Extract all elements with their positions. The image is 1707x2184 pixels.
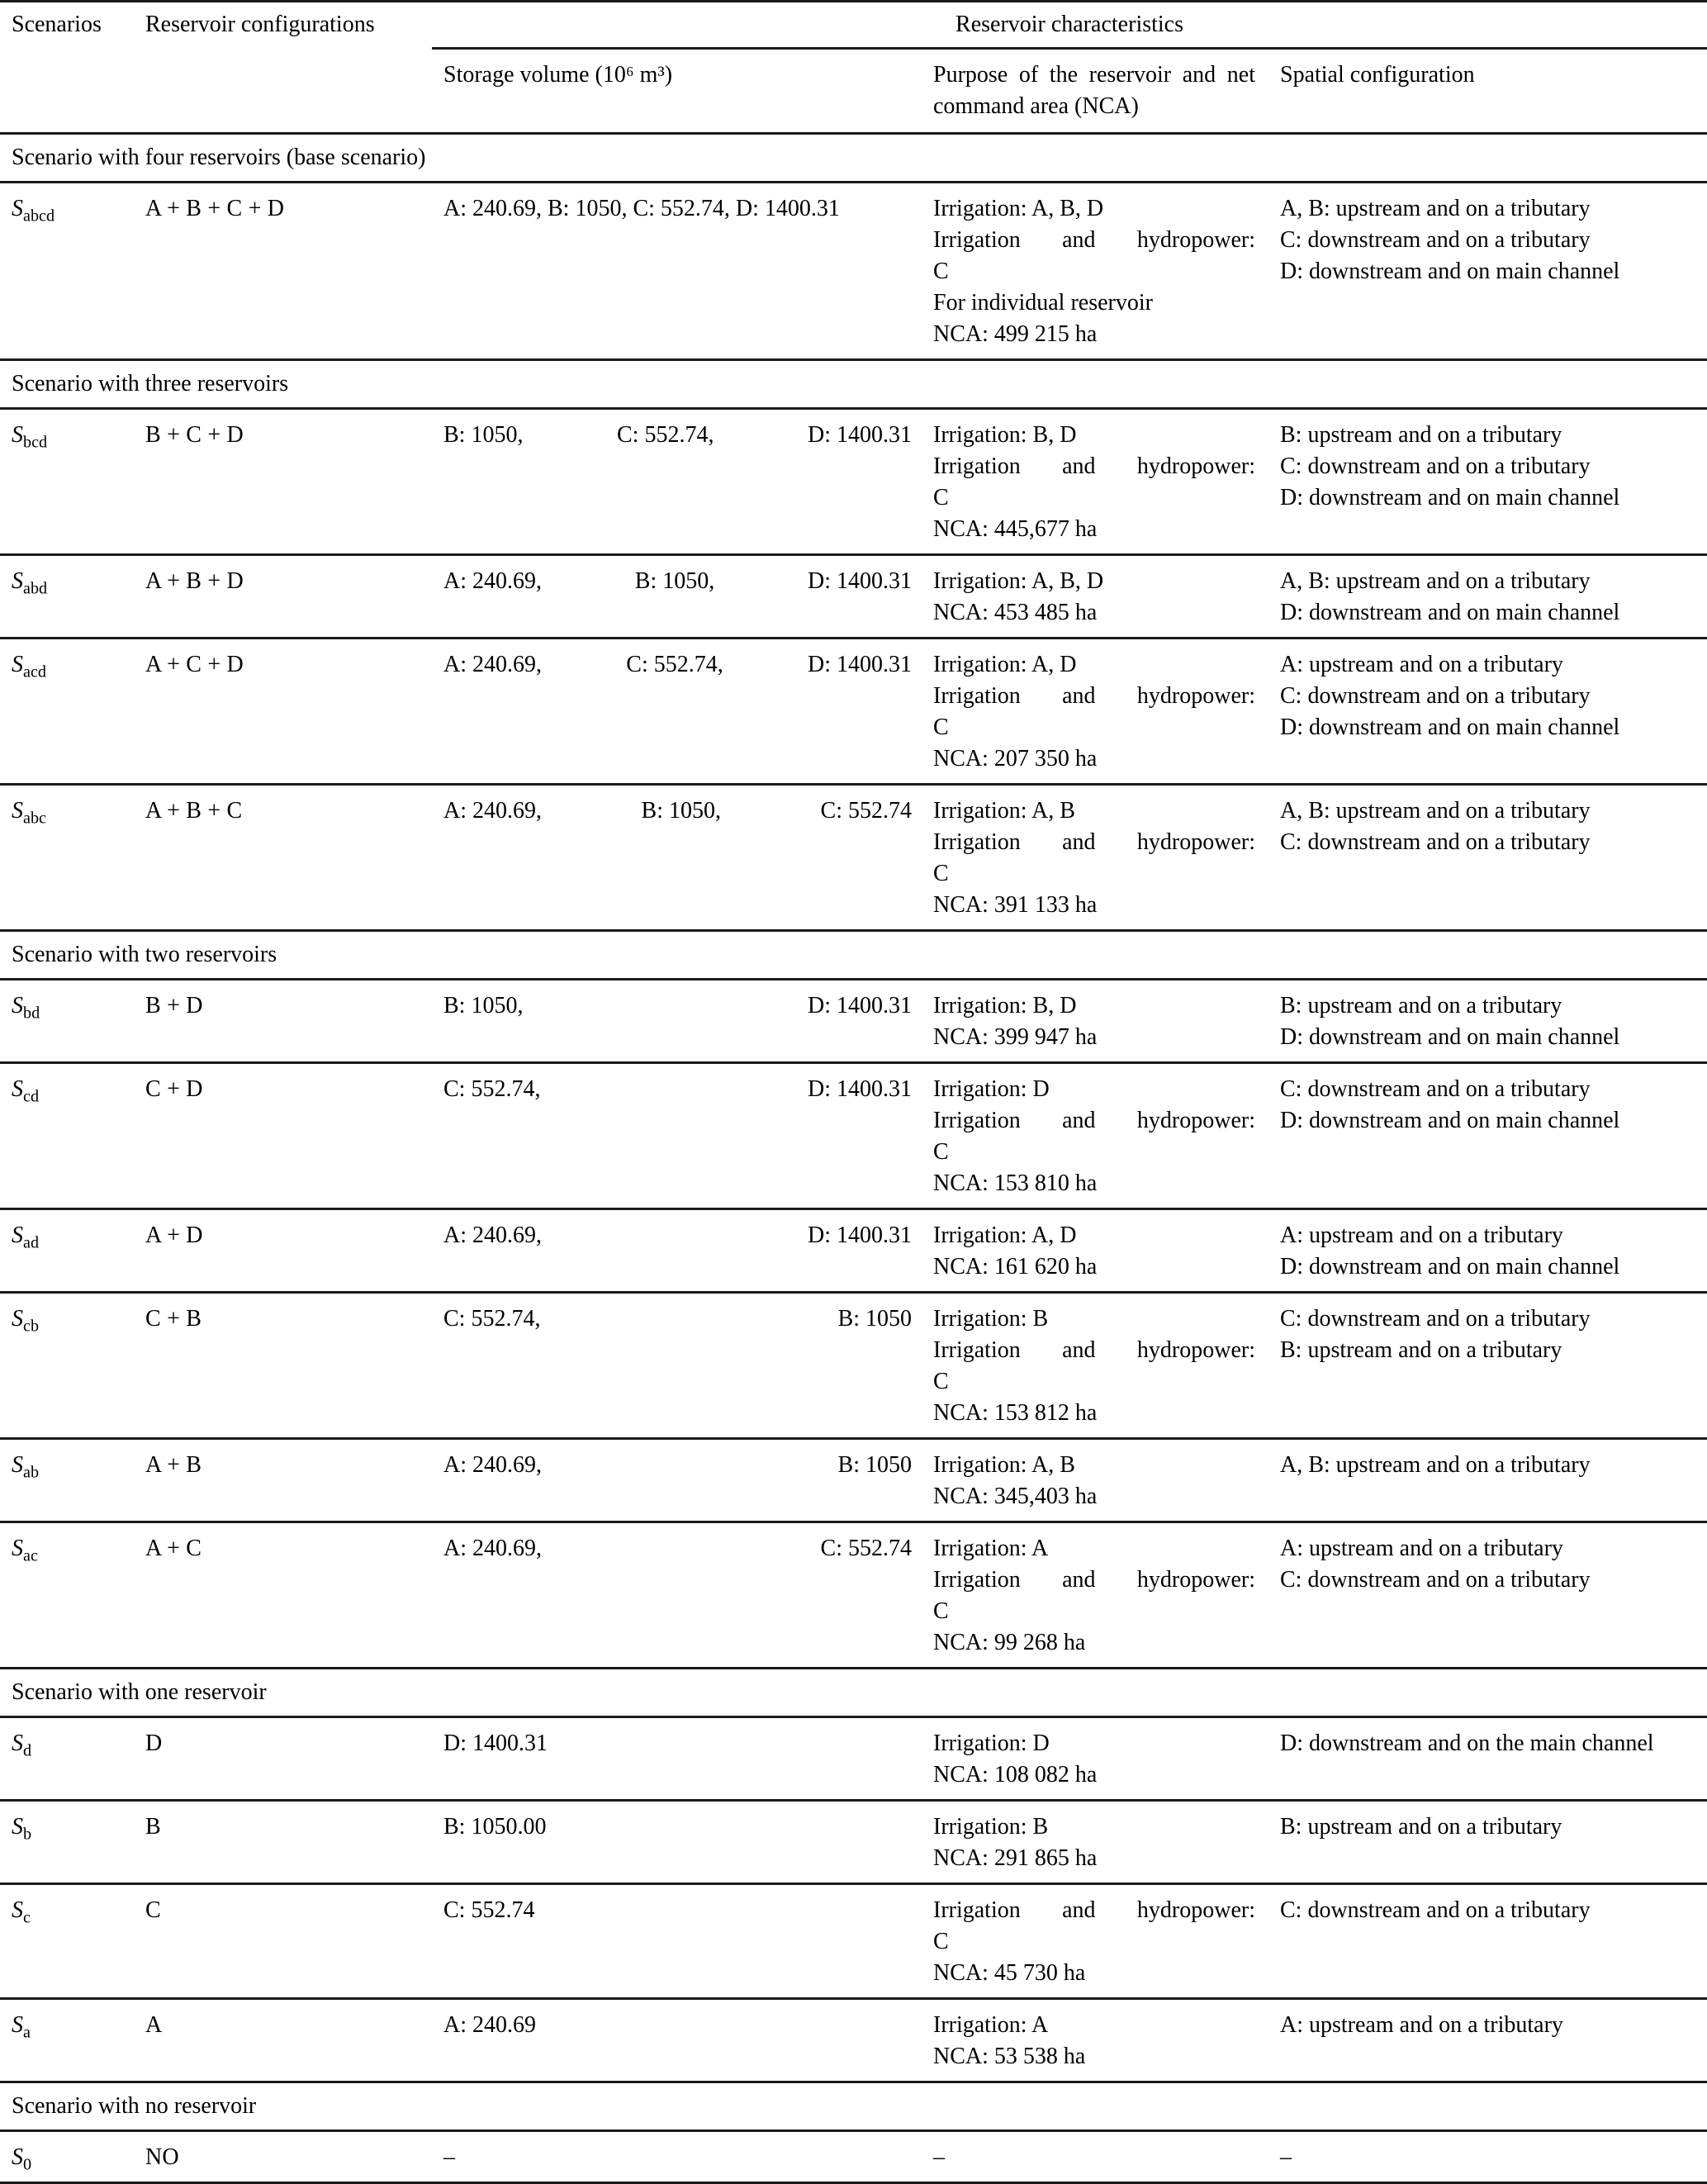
column-header-storage-volume: Storage volume (10⁶ m³) xyxy=(443,62,673,88)
section-title: Scenario with three reservoirs xyxy=(12,371,289,396)
scenario-cell xyxy=(0,980,145,1063)
purpose-line: Irrigation and hydropower: xyxy=(933,683,1255,709)
scenario-symbol: S xyxy=(12,422,23,448)
config-cell: C xyxy=(145,1897,161,1923)
purpose-line: Irrigation: A, D xyxy=(933,652,1077,677)
storage-cell xyxy=(432,555,922,639)
storage-cell xyxy=(432,1884,922,1999)
purpose-line: NCA: 499 215 ha xyxy=(933,321,1098,347)
storage-values xyxy=(443,566,912,597)
storage-values xyxy=(443,649,912,681)
storage-values xyxy=(443,1303,912,1335)
column-header-reservoir-configurations: Reservoir configurations xyxy=(145,12,375,37)
purpose-cell xyxy=(922,639,1277,785)
purpose-cell xyxy=(922,1801,1277,1884)
spatial-cell xyxy=(1277,1801,1707,1884)
spatial-line: B: upstream and on a tributary xyxy=(1280,1814,1562,1840)
storage-value: B: 1050, xyxy=(641,798,721,824)
storage-value: A: 240.69, xyxy=(443,798,542,824)
scenario-subscript: acd xyxy=(23,662,46,681)
storage-cell xyxy=(432,1522,922,1669)
scenario-symbol: S xyxy=(12,1306,23,1332)
config-cell: B + D xyxy=(145,993,203,1018)
purpose-line: NCA: 445,677 ha xyxy=(933,516,1098,542)
scenario-symbol: S xyxy=(12,2144,23,2170)
purpose-cell xyxy=(922,555,1277,639)
purpose-line: NCA: 291 865 ha xyxy=(933,1845,1098,1871)
table-row xyxy=(0,1293,1707,1439)
purpose-line: NCA: 153 812 ha xyxy=(933,1400,1098,1426)
spatial-cell xyxy=(1277,2131,1707,2183)
section-row xyxy=(0,134,1707,183)
storage-cell xyxy=(432,1999,922,2082)
purpose-line: Irrigation and hydropower: xyxy=(933,1567,1255,1593)
table-row xyxy=(0,1884,1707,1999)
purpose-line: Irrigation and hydropower: xyxy=(933,1108,1255,1133)
spatial-line: D: downstream and on main channel xyxy=(1280,485,1620,510)
spatial-line: C: downstream and on a tributary xyxy=(1280,683,1591,709)
table-row xyxy=(0,409,1707,555)
section-row xyxy=(0,931,1707,980)
scenario-subscript: abcd xyxy=(23,207,55,226)
purpose-line: Irrigation: A, B xyxy=(933,798,1075,824)
spatial-line: A: upstream and on a tributary xyxy=(1280,1536,1563,1561)
spatial-line: C: downstream and on a tributary xyxy=(1280,453,1591,479)
scenario-subscript: bd xyxy=(23,1004,40,1023)
purpose-line: Irrigation and hydropower: xyxy=(933,1337,1255,1363)
purpose-line: Irrigation: B xyxy=(933,1814,1049,1840)
spatial-line: A, B: upstream and on a tributary xyxy=(1280,568,1591,594)
storage-values xyxy=(443,990,912,1022)
storage-value: D: 1400.31 xyxy=(808,422,912,448)
purpose-line: Irrigation: D xyxy=(933,1076,1050,1102)
section-title: Scenario with no reservoir xyxy=(12,2093,257,2119)
spatial-line: D: downstream and on main channel xyxy=(1280,715,1620,740)
spatial-cell xyxy=(1277,1717,1707,1801)
scenario-symbol: S xyxy=(12,1452,23,1478)
purpose-line: C xyxy=(933,485,949,510)
scenario-subscript: d xyxy=(23,1741,32,1760)
purpose-line: NCA: 391 133 ha xyxy=(933,892,1098,918)
spatial-line: D: downstream and on main channel xyxy=(1280,1108,1620,1133)
table-body xyxy=(0,134,1707,2183)
scenario-symbol: S xyxy=(12,568,23,594)
storage-value: D: 1400.31 xyxy=(808,568,912,594)
spatial-line: A: upstream and on a tributary xyxy=(1280,2012,1563,2038)
storage-value: – xyxy=(443,2144,455,2170)
scenario-cell xyxy=(0,1063,145,1209)
scenario-cell xyxy=(0,1717,145,1801)
scenario-subscript: ab xyxy=(23,1463,40,1482)
spatial-line: D: downstream and on main channel xyxy=(1280,600,1620,625)
config-cell: C + D xyxy=(145,1076,203,1102)
scenario-subscript: cd xyxy=(23,1087,40,1106)
storage-value: A: 240.69 xyxy=(443,2012,536,2038)
storage-value: B: 1050, xyxy=(443,422,524,448)
purpose-line: Irrigation: B, D xyxy=(933,422,1077,448)
purpose-cell xyxy=(922,980,1277,1063)
storage-value: B: 1050 xyxy=(837,1306,912,1332)
spatial-line: – xyxy=(1280,2144,1292,2170)
scenario-cell xyxy=(0,1999,145,2082)
purpose-line: Irrigation: A, D xyxy=(933,1223,1077,1248)
scenario-cell xyxy=(0,555,145,639)
config-cell: C + B xyxy=(145,1306,202,1332)
scenario-cell xyxy=(0,1884,145,1999)
storage-values xyxy=(443,795,912,827)
storage-cell xyxy=(432,639,922,785)
spatial-line: C: downstream and on a tributary xyxy=(1280,829,1591,855)
scenario-cell xyxy=(0,1801,145,1884)
scenario-symbol: S xyxy=(12,1076,23,1102)
spatial-line: C: downstream and on a tributary xyxy=(1280,1897,1591,1923)
table-row xyxy=(0,1439,1707,1522)
scenario-subscript: ad xyxy=(23,1233,40,1252)
scenario-subscript: abd xyxy=(23,579,48,598)
storage-value: C: 552.74, xyxy=(626,652,723,677)
spatial-line: C: downstream and on a tributary xyxy=(1280,1567,1591,1593)
storage-cell xyxy=(432,1293,922,1439)
spatial-line: D: downstream and on main channel xyxy=(1280,1254,1620,1280)
config-cell: A + B + C xyxy=(145,798,243,824)
storage-cell xyxy=(432,1209,922,1293)
scenario-subscript: 0 xyxy=(23,2155,32,2174)
section-row xyxy=(0,1669,1707,1717)
column-header-scenarios: Scenarios xyxy=(12,12,102,37)
purpose-line: NCA: 153 810 ha xyxy=(933,1170,1098,1196)
scenario-symbol: S xyxy=(12,1731,23,1756)
purpose-line: NCA: 399 947 ha xyxy=(933,1024,1098,1050)
table-row xyxy=(0,1717,1707,1801)
scenario-subscript: bcd xyxy=(23,433,48,452)
purpose-line: C xyxy=(933,715,949,740)
storage-value: C: 552.74, xyxy=(443,1306,541,1332)
scenario-symbol: S xyxy=(12,993,23,1018)
config-cell: A + C xyxy=(145,1536,202,1561)
section-title: Scenario with one reservoir xyxy=(12,1679,267,1705)
storage-value: B: 1050, xyxy=(443,993,524,1018)
storage-cell xyxy=(432,980,922,1063)
config-cell: D xyxy=(145,1731,163,1756)
scenario-symbol: S xyxy=(12,798,23,824)
purpose-line: Irrigation: B, D xyxy=(933,993,1077,1018)
config-cell: A + B + C + D xyxy=(145,196,285,221)
storage-value: A: 240.69, xyxy=(443,1536,542,1561)
purpose-cell xyxy=(922,1293,1277,1439)
config-cell: B xyxy=(145,1814,161,1840)
table-row xyxy=(0,1209,1707,1293)
purpose-line: Irrigation: B xyxy=(933,1306,1049,1332)
purpose-cell xyxy=(922,1522,1277,1669)
storage-value: D: 1400.31 xyxy=(808,1223,912,1248)
storage-value: B: 1050, xyxy=(634,568,715,594)
config-cell: A + D xyxy=(145,1223,203,1248)
purpose-line: NCA: 161 620 ha xyxy=(933,1254,1098,1280)
purpose-cell xyxy=(922,409,1277,555)
storage-value: A: 240.69, xyxy=(443,652,542,677)
storage-value: C: 552.74 xyxy=(820,798,912,824)
purpose-line: NCA: 453 485 ha xyxy=(933,600,1098,625)
purpose-line: C xyxy=(933,1598,949,1624)
section-row xyxy=(0,2082,1707,2131)
purpose-cell xyxy=(922,2131,1277,2183)
scenario-cell xyxy=(0,1209,145,1293)
table-row xyxy=(0,1063,1707,1209)
config-cell: A + C + D xyxy=(145,652,244,677)
section-title: Scenario with four reservoirs (base scenario) xyxy=(12,145,426,170)
purpose-line: NCA: 99 268 ha xyxy=(933,1630,1086,1655)
storage-value: A: 240.69, xyxy=(443,1223,542,1248)
spatial-line: A, B: upstream and on a tributary xyxy=(1280,1452,1591,1478)
purpose-line: Irrigation and hydropower: xyxy=(933,227,1255,253)
storage-value: A: 240.69, B: 1050, C: 552.74, D: 1400.31 xyxy=(443,196,840,221)
purpose-line: C xyxy=(933,259,949,284)
purpose-cell xyxy=(922,183,1277,360)
purpose-line: Irrigation: A, B xyxy=(933,1452,1075,1478)
purpose-line: Irrigation: A xyxy=(933,1536,1049,1561)
scenario-symbol: S xyxy=(12,1223,23,1248)
scenario-subscript: b xyxy=(23,1825,32,1844)
storage-cell xyxy=(432,785,922,931)
spatial-cell xyxy=(1277,555,1707,639)
scenario-cell xyxy=(0,1293,145,1439)
scenario-cell xyxy=(0,1522,145,1669)
storage-value: C: 552.74, xyxy=(443,1076,541,1102)
storage-value: D: 1400.31 xyxy=(808,1076,912,1102)
purpose-line: NCA: 207 350 ha xyxy=(933,746,1098,772)
purpose-line: For individual reservoir xyxy=(933,290,1153,316)
purpose-cell xyxy=(922,1999,1277,2082)
spatial-line: B: upstream and on a tributary xyxy=(1280,1337,1562,1363)
spatial-cell xyxy=(1277,1999,1707,2082)
spatial-cell xyxy=(1277,1439,1707,1522)
purpose-line: C xyxy=(933,861,949,886)
storage-values xyxy=(443,420,912,451)
storage-value: B: 1050.00 xyxy=(443,1814,547,1840)
scenario-symbol: S xyxy=(12,1814,23,1840)
spatial-cell xyxy=(1277,980,1707,1063)
scenario-cell xyxy=(0,409,145,555)
config-cell: NO xyxy=(145,2144,179,2170)
purpose-line: C xyxy=(933,1139,949,1165)
purpose-line: Irrigation and hydropower: xyxy=(933,829,1255,855)
storage-value: D: 1400.31 xyxy=(443,1731,548,1756)
scenario-cell xyxy=(0,785,145,931)
purpose-line: NCA: 53 538 ha xyxy=(933,2044,1086,2069)
storage-cell xyxy=(432,1439,922,1522)
config-cell: A xyxy=(145,2012,163,2038)
storage-cell xyxy=(432,1717,922,1801)
scenario-cell xyxy=(0,639,145,785)
spatial-line: B: upstream and on a tributary xyxy=(1280,422,1562,448)
purpose-line: Irrigation and hydropower: xyxy=(933,1897,1255,1923)
storage-cell xyxy=(432,409,922,555)
spatial-line: A: upstream and on a tributary xyxy=(1280,1223,1563,1248)
scenario-subscript: a xyxy=(23,2023,31,2042)
scenario-symbol: S xyxy=(12,2012,23,2038)
spatial-line: D: downstream and on main channel xyxy=(1280,1024,1620,1050)
storage-cell xyxy=(432,1801,922,1884)
spatial-cell xyxy=(1277,1522,1707,1669)
table-row xyxy=(0,1801,1707,1884)
table-header xyxy=(0,2,1707,134)
table-row xyxy=(0,183,1707,360)
spatial-line: A, B: upstream and on a tributary xyxy=(1280,196,1591,221)
purpose-line: Irrigation: A, B, D xyxy=(933,568,1104,594)
scenario-subscript: ac xyxy=(23,1546,38,1565)
purpose-cell xyxy=(922,1717,1277,1801)
purpose-line: – xyxy=(933,2144,945,2170)
column-header-purpose xyxy=(922,49,1277,134)
spatial-cell xyxy=(1277,1209,1707,1293)
purpose-line: Irrigation and hydropower: xyxy=(933,453,1255,479)
storage-value: C: 552.74, xyxy=(617,422,714,448)
spatial-cell xyxy=(1277,409,1707,555)
scenario-symbol: S xyxy=(12,652,23,677)
purpose-cell xyxy=(922,785,1277,931)
config-cell: B + C + D xyxy=(145,422,244,448)
storage-values xyxy=(443,1533,912,1564)
scenario-subscript: abc xyxy=(23,809,46,828)
header-row-top xyxy=(0,2,1707,49)
purpose-line: Irrigation: A, B, D xyxy=(933,196,1104,221)
storage-cell xyxy=(432,2131,922,2183)
table-row xyxy=(0,1999,1707,2082)
storage-value: D: 1400.31 xyxy=(808,993,912,1018)
storage-value: C: 552.74 xyxy=(443,1897,535,1923)
spatial-cell xyxy=(1277,1293,1707,1439)
purpose-line: Irrigation: D xyxy=(933,1731,1050,1756)
scenario-symbol: S xyxy=(12,196,23,221)
purpose-line: NCA: 345,403 ha xyxy=(933,1484,1098,1509)
table-row xyxy=(0,555,1707,639)
storage-value: A: 240.69, xyxy=(443,1452,542,1478)
spatial-cell xyxy=(1277,785,1707,931)
storage-cell xyxy=(432,183,922,360)
purpose-cell xyxy=(922,1439,1277,1522)
table-row xyxy=(0,1522,1707,1669)
table-row xyxy=(0,785,1707,931)
column-header-spatial: Spatial configuration xyxy=(1280,62,1475,88)
section-title: Scenario with two reservoirs xyxy=(12,942,277,967)
table-row xyxy=(0,2131,1707,2183)
purpose-line: C xyxy=(933,1369,949,1394)
purpose-cell xyxy=(922,1884,1277,1999)
spatial-cell xyxy=(1277,1063,1707,1209)
purpose-line: NCA: 108 082 ha xyxy=(933,1762,1098,1788)
spatial-line: A, B: upstream and on a tributary xyxy=(1280,798,1591,824)
spatial-cell xyxy=(1277,183,1707,360)
spatial-line: C: downstream and on a tributary xyxy=(1280,1076,1591,1102)
storage-cell xyxy=(432,1063,922,1209)
scenario-subscript: cb xyxy=(23,1317,40,1336)
table-row xyxy=(0,639,1707,785)
table-row xyxy=(0,980,1707,1063)
spatial-cell xyxy=(1277,639,1707,785)
storage-values xyxy=(443,1220,912,1251)
scenario-subscript: c xyxy=(23,1908,31,1927)
purpose-cell xyxy=(922,1209,1277,1293)
purpose-line: C xyxy=(933,1929,949,1954)
storage-values xyxy=(443,1074,912,1105)
scenario-cell xyxy=(0,1439,145,1522)
spatial-line: B: upstream and on a tributary xyxy=(1280,993,1562,1018)
storage-values xyxy=(443,1450,912,1481)
scenario-symbol: S xyxy=(12,1536,23,1561)
spatial-line: A: upstream and on a tributary xyxy=(1280,652,1563,677)
scenario-cell xyxy=(0,2131,145,2183)
storage-value: D: 1400.31 xyxy=(808,652,912,677)
storage-value: C: 552.74 xyxy=(820,1536,912,1561)
config-cell: A + B + D xyxy=(145,568,244,594)
section-row xyxy=(0,360,1707,409)
purpose-line: NCA: 45 730 ha xyxy=(933,1960,1086,1986)
purpose-line: Irrigation: A xyxy=(933,2012,1049,2038)
column-header-purpose-text: Purpose of the reservoir and net command area (NCA) xyxy=(933,62,1255,119)
scenario-symbol: S xyxy=(12,1897,23,1923)
config-cell: A + B xyxy=(145,1452,202,1478)
purpose-cell xyxy=(922,1063,1277,1209)
scenario-cell xyxy=(0,183,145,360)
spatial-cell xyxy=(1277,1884,1707,1999)
column-header-reservoir-characteristics: Reservoir characteristics xyxy=(432,2,1707,49)
spatial-line: D: downstream and on main channel xyxy=(1280,259,1620,284)
spatial-line: C: downstream and on a tributary xyxy=(1280,227,1591,253)
spatial-line: D: downstream and on the main channel xyxy=(1280,1731,1654,1756)
storage-value: B: 1050 xyxy=(837,1452,912,1478)
storage-value: A: 240.69, xyxy=(443,568,542,594)
spatial-line: C: downstream and on a tributary xyxy=(1280,1306,1591,1332)
